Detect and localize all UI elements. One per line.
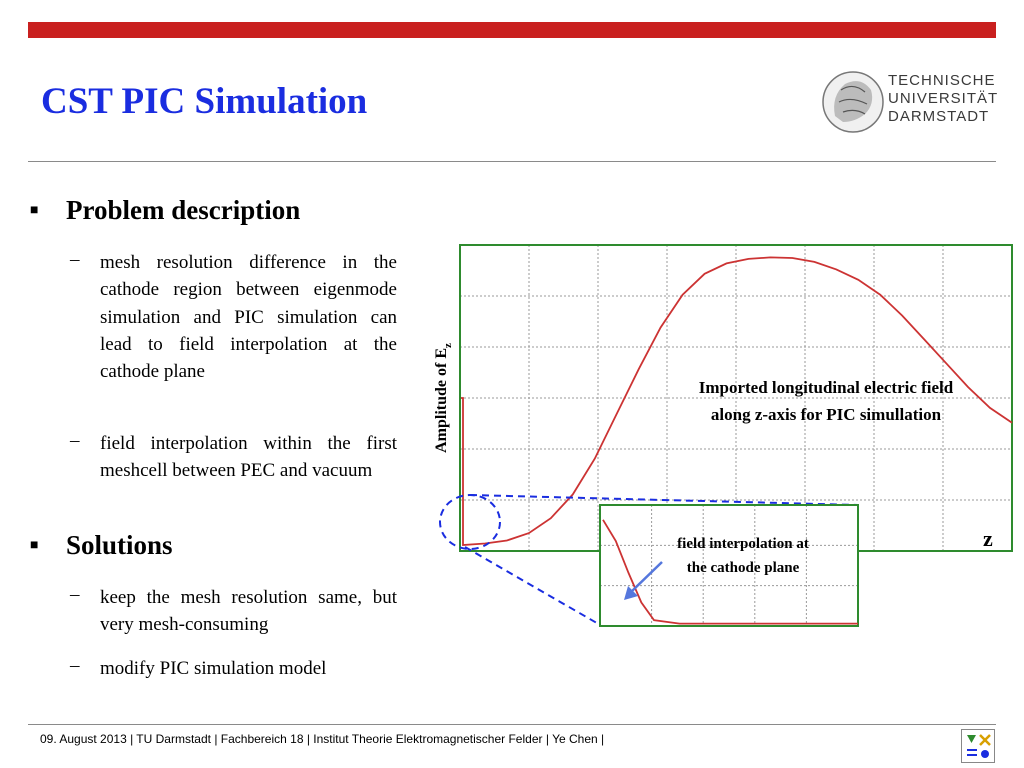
solution-item-2: modify PIC simulation model bbox=[100, 658, 327, 679]
dash-icon: – bbox=[70, 430, 80, 451]
dash-icon: – bbox=[70, 584, 80, 605]
logo-line-1: TECHNISCHE bbox=[888, 72, 996, 89]
dash-icon: – bbox=[70, 655, 80, 676]
annotation-line-1: Imported longitudinal electric field bbox=[698, 378, 954, 397]
institute-logo-icon bbox=[961, 729, 995, 763]
page-title: CST PIC Simulation bbox=[41, 81, 368, 122]
logo-line-3: DARMSTADT bbox=[888, 108, 990, 125]
logo-line-2: UNIVERSITÄT bbox=[888, 90, 999, 107]
footer-divider bbox=[28, 724, 996, 725]
x-axis-label: z bbox=[983, 526, 993, 551]
solution-item-1: keep the mesh resolution same, but very mesh-consuming bbox=[100, 587, 397, 636]
section-heading-solutions: Solutions bbox=[66, 530, 173, 560]
section-heading-problem: Problem description bbox=[66, 195, 301, 225]
footer-text: 09. August 2013 | TU Darmstadt | Fachbereich 18 | Institut Theorie Elektromagnetischer Felder | Ye Chen | bbox=[40, 732, 605, 746]
inset-annotation-line-2: the cathode plane bbox=[686, 560, 800, 576]
zoom-connector-bottom bbox=[465, 547, 602, 626]
inset-annotation-line-1: field interpolation at bbox=[677, 536, 809, 552]
bullet-square-icon: ■ bbox=[30, 203, 39, 218]
annotation-line-2: along z-axis for PIC simullation bbox=[710, 405, 942, 424]
bullet-square-icon: ■ bbox=[30, 538, 39, 553]
problem-item-2: field interpolation within the first meshcell between PEC and vacuum bbox=[100, 433, 397, 482]
y-axis-label: Amplitude of $E_z$ bbox=[433, 343, 454, 453]
zoom-region-ellipse bbox=[440, 495, 500, 549]
dash-icon: – bbox=[70, 249, 80, 270]
problem-item-1: mesh resolution difference in the cathode region between eigenmode simulation and PIC simulation can lead to field interpolation at the cathode plane bbox=[100, 252, 397, 383]
